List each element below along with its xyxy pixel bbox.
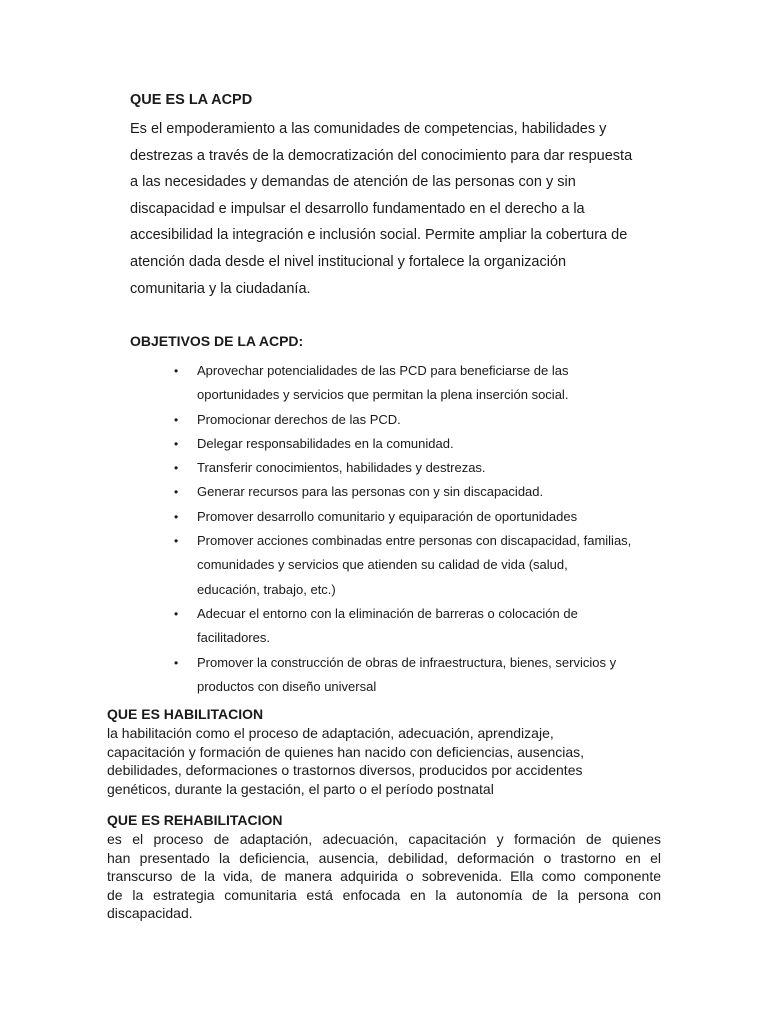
text-line: Generar recursos para las personas con y sin discapacidad.	[197, 484, 544, 500]
list-item	[130, 529, 670, 602]
text-line: genéticos, durante la gestación, el parto o el período postnatal	[107, 781, 494, 798]
section-rehabilitacion	[107, 810, 661, 923]
bullet-icon: •	[174, 412, 179, 427]
objetivos-list	[130, 359, 670, 699]
list-item	[130, 359, 670, 408]
text-line: comunidades y servicios que atienden su calidad de vida (salud,	[197, 557, 568, 573]
bullet-icon: •	[174, 534, 179, 549]
text-line: la habilitación como el proceso de adaptación, adecuación, aprendizaje,	[107, 725, 554, 741]
list-item	[130, 480, 670, 504]
text-line: Promover acciones combinadas entre personas con discapacidad, familias,	[197, 533, 632, 549]
bullet-icon: •	[174, 461, 179, 476]
paragraph-rehabilitacion	[107, 830, 661, 923]
paragraph-habilitacion	[107, 724, 662, 799]
heading-que-es-acpd: QUE ES LA ACPD	[130, 92, 253, 108]
list-item	[130, 505, 670, 529]
heading-objetivos: OBJETIVOS DE LA ACPD:	[130, 333, 304, 349]
bullet-icon: •	[174, 364, 179, 378]
section-acpd	[130, 90, 665, 302]
text-line: es el proceso de adaptación, adecuación, capacitación y formación de quienes	[107, 831, 661, 847]
text-line: debilidades, deformaciones o trastornos diversos, producidos por accidentes	[107, 762, 583, 779]
paragraph-acpd	[130, 116, 665, 302]
list-item	[130, 651, 670, 700]
text-line: discapacidad.	[107, 905, 193, 922]
bullet-icon: •	[174, 485, 179, 500]
text-line: comunitaria y la ciudadanía.	[130, 280, 311, 297]
text-line: destrezas a través de la democratización del conocimiento para dar respuesta	[130, 147, 633, 164]
list-item	[130, 456, 670, 480]
text-line: Adecuar el entorno con la eliminación de barreras o colocación de	[197, 605, 578, 621]
section-objetivos	[130, 331, 670, 699]
bullet-icon: •	[174, 655, 179, 670]
text-line: Delegar responsabilidades en la comunidad.	[197, 435, 454, 451]
text-line: de la estrategia comunitaria está enfocada en la autonomía de la persona con	[107, 886, 661, 903]
text-line: facilitadores.	[197, 630, 270, 646]
text-line: Transferir conocimientos, habilidades y destrezas.	[197, 460, 486, 476]
text-line: atención dada desde el nivel institucional y fortalece la organización	[130, 253, 567, 270]
list-item	[130, 432, 670, 456]
text-line: capacitación y formación de quienes han nacido con deficiencias, ausencias,	[107, 743, 585, 760]
text-line: Es el empoderamiento a las comunidades de competencias, habilidades y	[130, 121, 607, 137]
text-line: oportunidades y servicios que permitan la plena inserción social.	[197, 387, 569, 403]
text-line: Promover desarrollo comunitario y equiparación de oportunidades	[197, 508, 578, 524]
list-item	[130, 408, 670, 432]
text-line: educación, trabajo, etc.)	[197, 581, 336, 597]
text-line: discapacidad e impulsar el desarrollo fundamentado en el derecho a la	[130, 200, 585, 217]
bullet-icon: •	[174, 606, 179, 621]
text-line: han presentado la deficiencia, ausencia, debilidad, deformación o trastorno en el	[107, 849, 661, 866]
text-line: productos con diseño universal	[197, 678, 377, 694]
bullet-icon: •	[174, 509, 179, 524]
section-habilitacion	[107, 704, 662, 799]
heading-que-es-rehabilitacion: QUE ES REHABILITACION	[107, 812, 283, 828]
list-item	[130, 602, 670, 651]
text-line: transcurso de la vida, de manera adquirida o sobrevenida. Ella como componente	[107, 868, 661, 885]
text-line: Promover la construcción de obras de infraestructura, bienes, servicios y	[197, 654, 617, 670]
text-line: Aprovechar potencialidades de las PCD para beneficiarse de las	[197, 363, 569, 378]
heading-que-es-habilitacion: QUE ES HABILITACION	[107, 706, 264, 722]
bullet-icon: •	[174, 436, 179, 451]
text-line: accesibilidad la integración e inclusión social. Permite ampliar la cobertura de	[130, 227, 628, 244]
text-line: Promocionar derechos de las PCD.	[197, 411, 401, 427]
text-line: a las necesidades y demandas de atención de las personas con y sin	[130, 174, 576, 191]
